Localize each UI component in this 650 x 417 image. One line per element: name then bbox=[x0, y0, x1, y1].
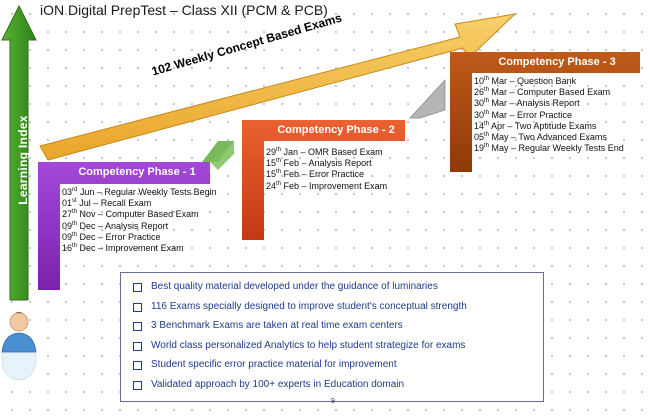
item-text: Mar – Question Bank bbox=[489, 76, 577, 86]
item-day: 15 bbox=[266, 169, 277, 180]
item-day: 19 bbox=[474, 143, 485, 154]
item-day: 24 bbox=[266, 180, 277, 191]
item-text: May – Regular Weekly Tests End bbox=[489, 143, 624, 154]
phase-2-title: Competency Phase - 2 bbox=[277, 124, 395, 136]
item-day-suffix: rd bbox=[72, 187, 78, 193]
page-number: 9 bbox=[331, 398, 335, 405]
student-icon bbox=[2, 312, 36, 380]
item-day: 05 bbox=[474, 132, 485, 143]
item-text: Feb – Error Practice bbox=[281, 169, 365, 180]
item-text: Jul – Recall Exam bbox=[76, 198, 152, 209]
item-day: 09 bbox=[62, 231, 73, 242]
phase-2-item bbox=[266, 158, 387, 169]
item-text: Feb – Improvement Exam bbox=[281, 180, 388, 191]
checkbox-bullet-icon bbox=[133, 303, 142, 312]
benefit-text: Student specific error practice material for improvement bbox=[151, 359, 397, 370]
item-text: Dec – Analysis Report bbox=[77, 220, 169, 231]
item-day-suffix: th bbox=[276, 147, 282, 153]
item-text: Apr – Two Aptitude Exams bbox=[489, 120, 597, 131]
item-text: Nov – Computer Based Exam bbox=[77, 209, 199, 220]
phase-1-item bbox=[62, 221, 217, 232]
item-day-suffix: th bbox=[72, 220, 78, 227]
checkbox-bullet-icon bbox=[133, 342, 142, 351]
benefit-item bbox=[133, 320, 543, 340]
item-day: 27 bbox=[62, 209, 73, 220]
phase-2-up-arrow bbox=[410, 80, 445, 118]
benefit-item bbox=[133, 359, 543, 379]
learning-index-label: Learning Index bbox=[16, 115, 30, 205]
phase-3-list bbox=[474, 76, 624, 154]
page-title: iON Digital PrepTest – Class XII (PCM & PCB) bbox=[40, 2, 328, 18]
weekly-exams-label: 102 Weekly Concept Based Exams bbox=[150, 10, 344, 79]
phase-3-item bbox=[474, 110, 624, 121]
phase-2-item bbox=[266, 147, 387, 158]
checkbox-bullet-icon bbox=[133, 322, 142, 331]
item-day: 14 bbox=[474, 120, 485, 131]
item-day-suffix: th bbox=[484, 76, 490, 82]
item-day: 15 bbox=[266, 158, 277, 169]
phase-3-item bbox=[474, 98, 624, 109]
phase-3-item bbox=[474, 143, 624, 154]
phase-1-item bbox=[62, 232, 217, 243]
phase-3-title: Competency Phase - 3 bbox=[498, 56, 616, 68]
item-day: 30 bbox=[474, 98, 485, 109]
phase-2-list bbox=[266, 147, 387, 192]
phase-3-item bbox=[474, 132, 624, 143]
phase-1-item bbox=[62, 187, 217, 198]
item-day-suffix: th bbox=[72, 209, 78, 216]
item-text: Mar – Computer Based Exam bbox=[489, 87, 611, 98]
benefits-list bbox=[121, 273, 543, 398]
item-text: Feb – Analysis Report bbox=[281, 158, 372, 169]
item-day: 30 bbox=[474, 109, 485, 120]
phase-3-item bbox=[474, 76, 624, 87]
item-text: Dec – Improvement Exam bbox=[77, 243, 184, 254]
item-day: 29 bbox=[266, 147, 277, 157]
checkbox-bullet-icon bbox=[133, 361, 142, 370]
item-text: Mar – Error Practice bbox=[489, 109, 573, 120]
item-day-suffix: th bbox=[484, 87, 490, 94]
checkbox-bullet-icon bbox=[133, 381, 142, 390]
item-day-suffix: st bbox=[72, 198, 77, 205]
benefit-text: Validated approach by 100+ experts in Education domain bbox=[151, 378, 405, 390]
item-day-suffix: th bbox=[484, 98, 490, 105]
checkbox-bullet-icon bbox=[133, 283, 142, 292]
item-day-suffix: th bbox=[484, 132, 490, 139]
item-text: Mar – Analysis Report bbox=[489, 98, 580, 109]
phase-1-title: Competency Phase - 1 bbox=[78, 166, 196, 178]
benefit-item bbox=[133, 379, 543, 399]
item-day-suffix: th bbox=[484, 109, 490, 116]
phase-2-item bbox=[266, 181, 387, 192]
benefit-item bbox=[133, 301, 543, 321]
item-day: 26 bbox=[474, 87, 485, 98]
benefit-text: Best quality material developed under the guidance of luminaries bbox=[151, 281, 438, 292]
phase-3-item bbox=[474, 87, 624, 98]
benefit-item bbox=[133, 281, 543, 301]
item-text: Jun – Regular Weekly Tests Begin bbox=[77, 187, 217, 197]
item-day: 09 bbox=[62, 220, 73, 231]
item-text: May – Two Advanced Exams bbox=[489, 132, 607, 143]
item-day-suffix: th bbox=[484, 143, 490, 150]
phase-2-item bbox=[266, 169, 387, 180]
item-text: Dec – Error Practice bbox=[77, 231, 161, 242]
benefit-text: 116 Exams specially designed to improve student's conceptual strength bbox=[151, 300, 467, 312]
benefit-text: 3 Benchmark Exams are taken at real time exam centers bbox=[151, 320, 403, 331]
benefit-text: World class personalized Analytics to help student strategize for exams bbox=[151, 339, 466, 351]
phase-1-item bbox=[62, 243, 217, 254]
item-day-suffix: th bbox=[276, 169, 282, 176]
phase-1-item bbox=[62, 198, 217, 209]
phase-1-list bbox=[62, 187, 217, 254]
item-day-suffix: th bbox=[484, 120, 490, 127]
item-day: 16 bbox=[62, 243, 73, 254]
benefit-item bbox=[133, 340, 543, 360]
item-day-suffix: th bbox=[72, 243, 78, 250]
item-day-suffix: th bbox=[276, 180, 282, 187]
item-day: 10 bbox=[474, 76, 485, 86]
item-day: 01 bbox=[62, 198, 73, 209]
item-text: Jan – OMR Based Exam bbox=[281, 147, 383, 157]
item-day-suffix: th bbox=[72, 231, 78, 238]
item-day-suffix: th bbox=[276, 158, 282, 165]
benefits-box bbox=[120, 272, 544, 402]
phase-3-item bbox=[474, 121, 624, 132]
phase-1-item bbox=[62, 209, 217, 220]
item-day: 03 bbox=[62, 187, 73, 197]
